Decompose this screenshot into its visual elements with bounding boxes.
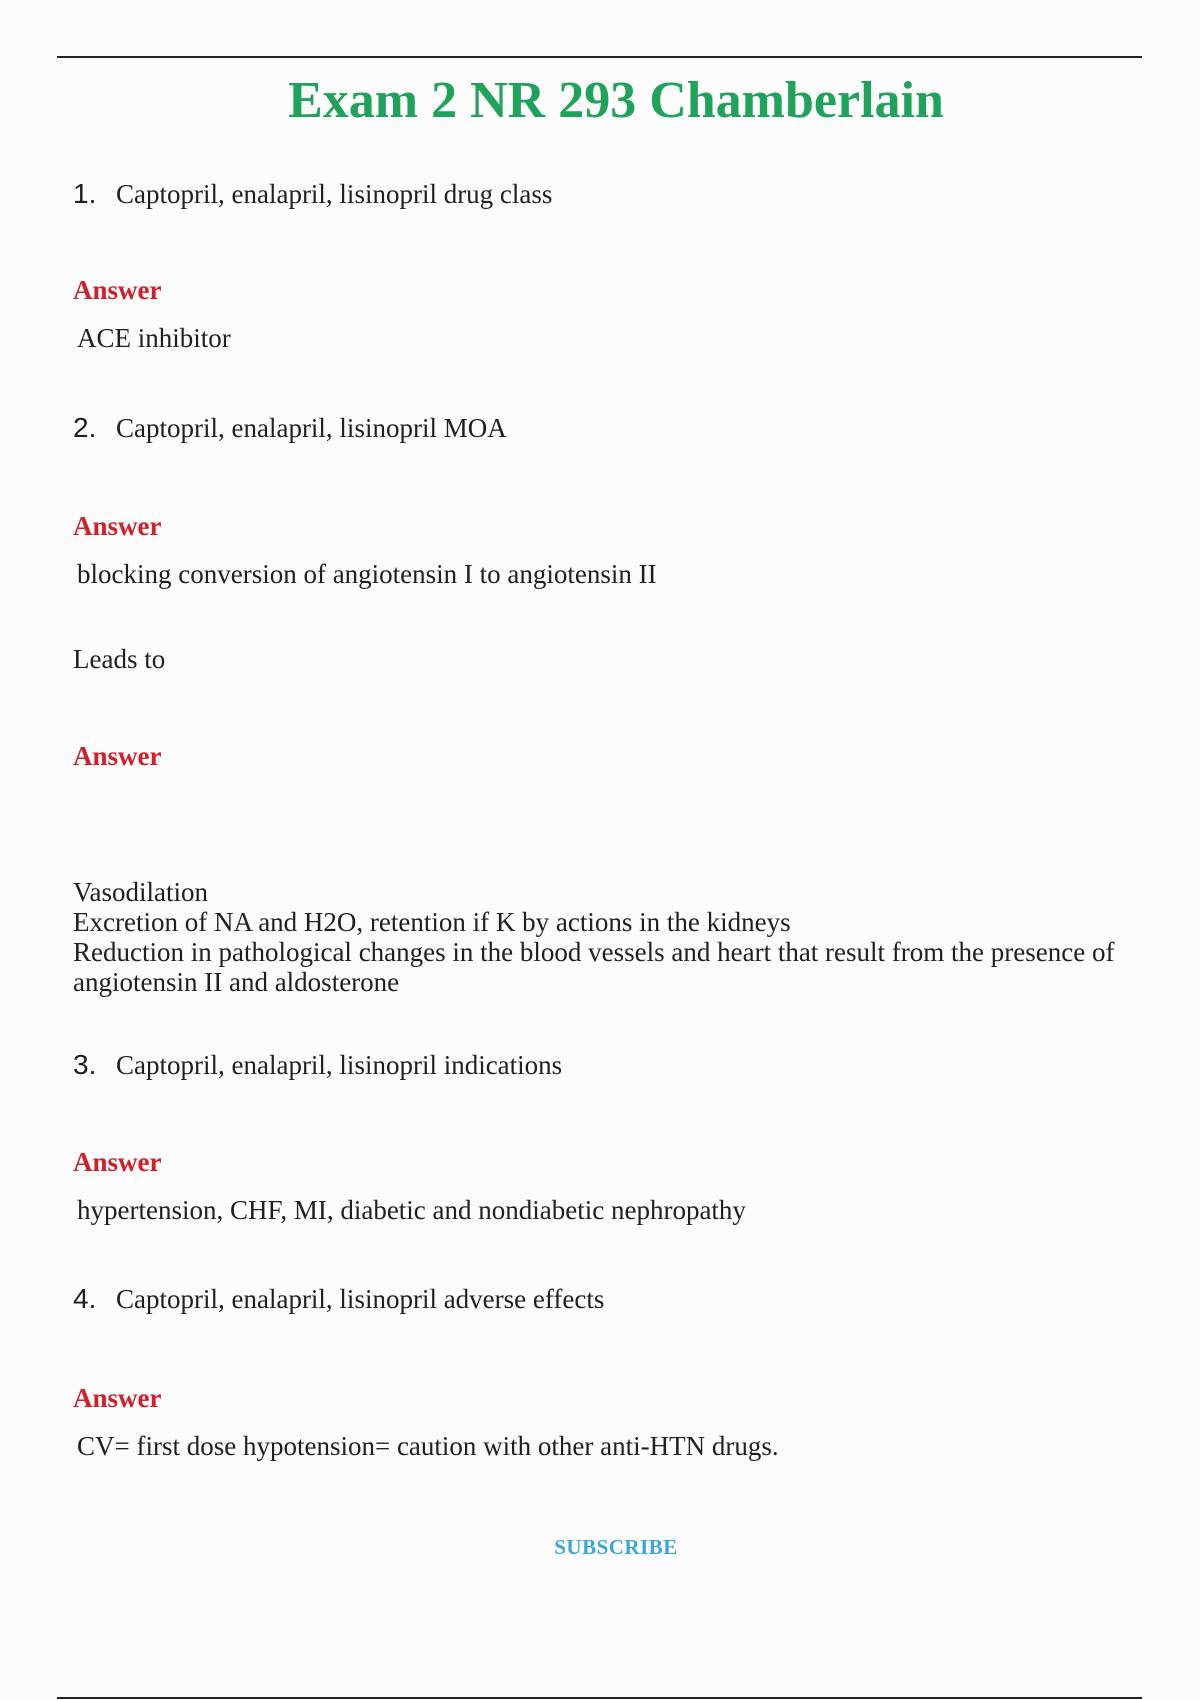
bottom-rule bbox=[57, 1697, 1142, 1699]
document-title: Exam 2 NR 293 Chamberlain bbox=[288, 72, 944, 129]
question-text: Captopril, enalapril, lisinopril adverse effects bbox=[116, 1284, 605, 1314]
question-number: 3. bbox=[73, 1049, 97, 1080]
answer-label: Answer bbox=[73, 1147, 162, 1177]
followup-prompt: Leads to bbox=[73, 644, 166, 674]
answer-text: blocking conversion of angiotensin I to angiotensin II bbox=[77, 559, 657, 589]
answer-text: hypertension, CHF, MI, diabetic and nondiabetic nephropathy bbox=[77, 1195, 746, 1225]
question-text: Captopril, enalapril, lisinopril indications bbox=[116, 1050, 563, 1080]
answer-label: Answer bbox=[73, 741, 162, 771]
question-number: 2. bbox=[73, 412, 97, 443]
answer-text: CV= first dose hypotension= caution with other anti-HTN drugs. bbox=[77, 1431, 779, 1461]
answer-line: Vasodilation bbox=[73, 877, 208, 907]
answer-label: Answer bbox=[73, 275, 162, 305]
question-number: 4. bbox=[73, 1283, 97, 1314]
question-2 bbox=[73, 411, 507, 445]
question-1 bbox=[73, 177, 552, 211]
question-3 bbox=[73, 1048, 562, 1082]
question-4 bbox=[73, 1282, 604, 1316]
top-rule bbox=[57, 56, 1142, 58]
answer-text: ACE inhibitor bbox=[77, 323, 231, 353]
answer-label: Answer bbox=[73, 1383, 162, 1413]
question-text: Captopril, enalapril, lisinopril drug class bbox=[116, 179, 553, 209]
followup-answer-block bbox=[73, 877, 1173, 997]
answer-line: Reduction in pathological changes in the blood vessels and heart that result from the presence of angiotensin II and aldosterone bbox=[73, 937, 1115, 997]
question-text: Captopril, enalapril, lisinopril MOA bbox=[116, 413, 507, 443]
answer-label: Answer bbox=[73, 511, 162, 541]
answer-line: Excretion of NA and H2O, retention if K by actions in the kidneys bbox=[73, 907, 791, 937]
subscribe-link[interactable]: SUBSCRIBE bbox=[554, 1535, 678, 1559]
question-number: 1. bbox=[73, 178, 97, 209]
